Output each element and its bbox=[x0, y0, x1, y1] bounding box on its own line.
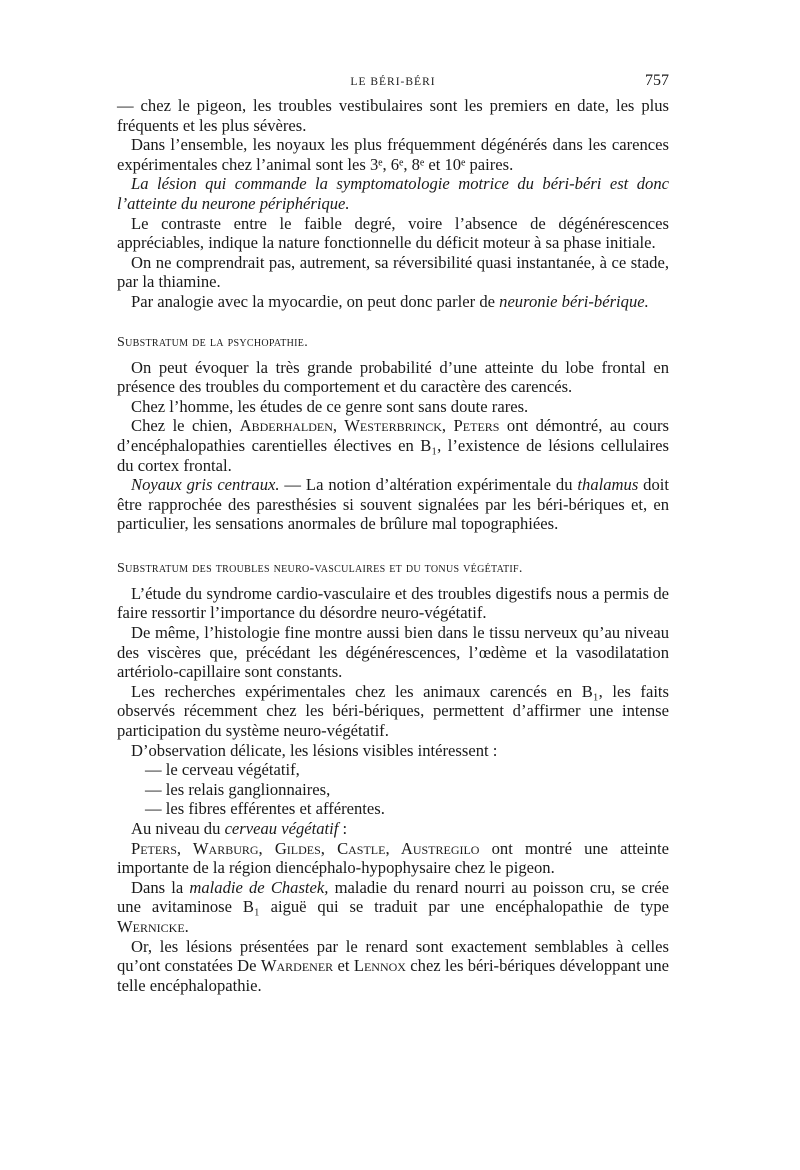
text-span: ont montré une atteinte importante de la région diencéphalo-hypophysaire chez le pigeon. bbox=[117, 838, 669, 878]
document-page bbox=[117, 70, 669, 995]
section-heading-neuro-vasculaires: Substratum des troubles neuro-vasculaires et du tonus végétatif. bbox=[117, 560, 523, 576]
paragraph-homme: Chez l’homme, les études de ce genre sont sans doute rares. bbox=[131, 396, 529, 416]
paragraph-pigeon: — chez le pigeon, les troubles vestibulaires sont les premiers en date, les plus fréquents et les plus sévères. bbox=[117, 96, 669, 135]
author-names: Wernicke. bbox=[117, 916, 189, 936]
paragraph-lobe-frontal: On peut évoquer la très grande probabilité d’une atteinte du lobe frontal en présence des troubles du comportement et du caractère des carencés. bbox=[117, 357, 669, 397]
italic-term: thalamus bbox=[577, 475, 639, 495]
running-head bbox=[117, 70, 669, 94]
paragraph-cerveau bbox=[117, 819, 669, 839]
text-span: chez les béri-bériques développant une telle encéphalopathie. bbox=[117, 956, 669, 995]
author-names: Abderhalden, Westerbrinck, Peters bbox=[239, 416, 500, 436]
page-number: 757 bbox=[645, 72, 669, 89]
paragraph-recherches: Les recherches expérimentales chez les animaux carencés en B₁, les faits observés récemment chez les béri-bériques, permettent d’affirmer une intense participation du système neuro-végétatif. bbox=[117, 681, 669, 741]
paragraph-noyaux-gris bbox=[117, 475, 669, 534]
list-item: — les fibres efférentes et afférentes. bbox=[145, 799, 385, 819]
paragraph-observation: D’observation délicate, les lésions visibles intéressent : bbox=[131, 740, 498, 760]
text-span: maladie du renard nourri au poisson cru, se crée une avitaminose B₁ aiguë qui se traduit par une encéphalopathie de type bbox=[117, 877, 669, 917]
paragraph-histologie: De même, l’histologie fine montre aussi bien dans le tissu nerveux qu’au niveau des viscères que, précédant les dégénérescences, l’œdème et la vasodilatation artériolo-capillaire sont constants. bbox=[117, 623, 669, 682]
text-span: Or, les lésions présentées par le renard sont exactement semblables à celles qu’ont constatées De bbox=[117, 936, 669, 976]
text-span: : bbox=[338, 819, 348, 838]
paragraph-analogie bbox=[117, 292, 669, 312]
text-span: Chez le chien, bbox=[131, 416, 240, 436]
text-span: Dans la bbox=[131, 877, 190, 897]
italic-term: cerveau végétatif bbox=[224, 819, 339, 838]
paragraph-noyaux: Dans l’ensemble, les noyaux les plus fréquemment dégénérés dans les carences expérimentales chez l’animal sont les 3ᵉ, 6ᵉ, 8ᵉ et 10ᵉ paires. bbox=[117, 135, 669, 174]
paragraph-chien bbox=[117, 416, 669, 475]
italic-term: maladie de Chastek, bbox=[189, 877, 329, 897]
text-span: ont démontré, au cours d’encéphalopathies carentielles électives en B₁, l’existence de lésions cellulaires du cortex frontal. bbox=[117, 416, 670, 475]
author-names: Wardener bbox=[260, 956, 334, 976]
paragraph-peters bbox=[117, 839, 669, 878]
lesion-list bbox=[117, 760, 669, 819]
section-heading-psychopathie: Substratum de la psychopathie. bbox=[117, 334, 308, 350]
list-item: — le cerveau végétatif, bbox=[145, 760, 300, 780]
author-names: Lennox bbox=[353, 956, 406, 976]
text-span: — La notion d’altération expérimentale du bbox=[279, 475, 578, 495]
paragraph-renard bbox=[117, 937, 669, 996]
paragraph-chastek bbox=[117, 878, 669, 937]
running-title: LE BÉRI-BÉRI bbox=[350, 76, 436, 88]
paragraph-contraste: Le contraste entre le faible degré, voire l’absence de dégénérescences appréciables, indique la nature fonctionnelle du déficit moteur à sa phase initiale. bbox=[117, 213, 669, 253]
paragraph-reversibilite: On ne comprendrait pas, autrement, sa réversibilité quasi instantanée, à ce stade, par la thiamine. bbox=[117, 252, 669, 292]
text-span: et bbox=[333, 956, 354, 976]
author-names: Peters, Warburg, Gildes, Castle, Austregilo bbox=[131, 838, 480, 858]
list-item: — les relais ganglionnaires, bbox=[145, 779, 331, 799]
paragraph-lesion-motrice: La lésion qui commande la symptomatologie motrice du béri-béri est donc l’atteinte du neurone périphérique. bbox=[117, 174, 669, 213]
text-span: Par analogie avec la myocardie, on peut donc parler de bbox=[131, 291, 500, 311]
italic-term: neuronie béri-bérique. bbox=[499, 291, 649, 311]
text-span: doit être rapprochée des paresthésies si souvent signalées par les béri-bériques et, en particulier, les sensations anormales de brûlure mal topographiées. bbox=[117, 475, 669, 534]
subsection-label: Noyaux gris centraux. bbox=[131, 475, 280, 495]
paragraph-syndrome: L’étude du syndrome cardio-vasculaire et des troubles digestifs nous a permis de faire ressortir l’importance du désordre neuro-végétatif. bbox=[117, 583, 669, 623]
text-span: Au niveau du bbox=[131, 819, 225, 838]
